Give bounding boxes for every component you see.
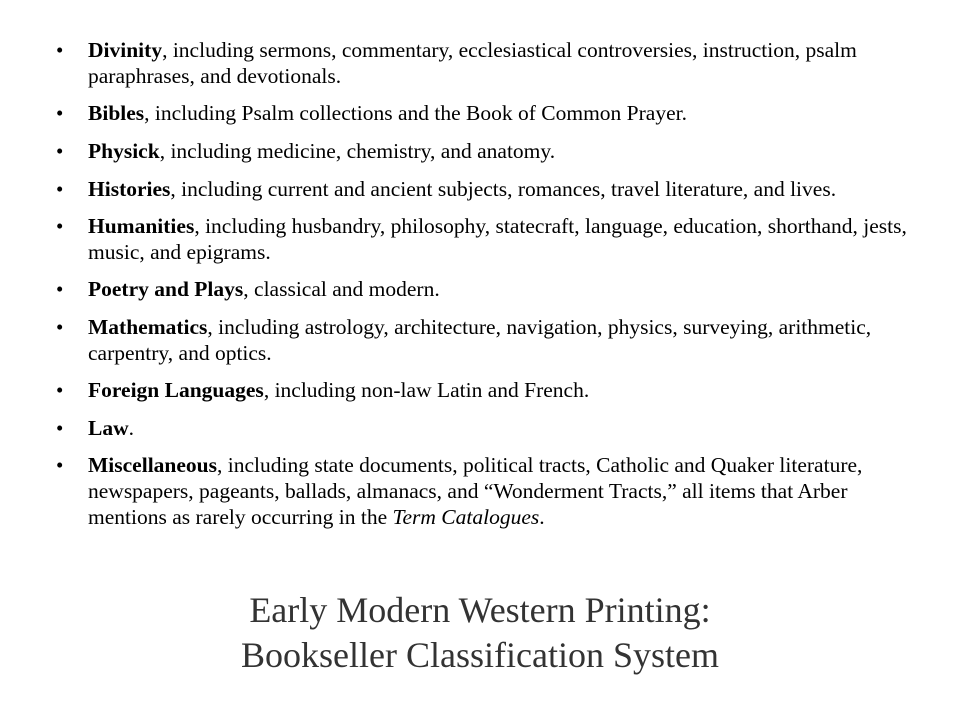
bullet-icon: •: [56, 416, 64, 440]
item-description: , including non-law Latin and French.: [263, 378, 590, 402]
slide-title: [0, 588, 960, 678]
bullet-icon: •: [56, 378, 64, 402]
italic-title: Term Catalogues: [392, 505, 540, 529]
item-description: , including husbandry, philosophy, statecraft, language, education, shorthand, jests, music, and epigrams.: [88, 214, 907, 264]
bullet-icon: •: [56, 177, 64, 201]
item-term: Histories: [88, 177, 171, 201]
bullet-icon: •: [56, 139, 64, 163]
bullet-icon: •: [56, 101, 64, 125]
list-item-bibles: [56, 100, 916, 126]
slide-title-line-2: Bookseller Classification System: [241, 635, 719, 675]
item-term: Humanities: [88, 214, 195, 238]
item-description: , including current and ancient subjects, romances, travel literature, and lives.: [170, 177, 837, 201]
item-term: Mathematics: [88, 315, 208, 339]
list-item-foreign-languages: [56, 377, 916, 403]
list-item-humanities: [56, 213, 916, 265]
list-item-mathematics: [56, 314, 916, 366]
item-term: Poetry and Plays: [88, 277, 244, 301]
list-item-poetry-and-plays: [56, 276, 916, 302]
list-item-divinity: [56, 37, 916, 89]
bullet-icon: •: [56, 38, 64, 62]
bullet-icon: •: [56, 453, 64, 477]
bullet-icon: •: [56, 315, 64, 339]
item-term: Bibles: [88, 101, 145, 125]
item-term: Miscellaneous: [88, 453, 217, 477]
bullet-icon: •: [56, 277, 64, 301]
bullet-icon: •: [56, 214, 64, 238]
list-item-histories: [56, 176, 916, 202]
item-description: , including sermons, commentary, ecclesiastical controversies, instruction, psalm paraphrases, and devotionals.: [88, 38, 857, 88]
item-tail: .: [539, 505, 545, 529]
item-term: Foreign Languages: [88, 378, 264, 402]
item-description: , including state documents, political tracts, Catholic and Quaker literature, newspapers, pageants, ballads, almanacs, and “Wonderment Tracts,” all items that Arber mentions as rarely occurring in the: [88, 453, 863, 529]
item-description: .: [128, 416, 134, 440]
list-item-physick: [56, 138, 916, 164]
item-description: , including Psalm collections and the Book of Common Prayer.: [144, 101, 687, 125]
item-term: Divinity: [88, 38, 163, 62]
item-description: , including astrology, architecture, navigation, physics, surveying, arithmetic, carpentry, and optics.: [88, 315, 872, 365]
slide-title-line-1: Early Modern Western Printing:: [249, 590, 711, 630]
item-term: Law: [88, 416, 129, 440]
list-item-law: [56, 415, 916, 441]
item-term: Physick: [88, 139, 160, 163]
classification-list: [56, 37, 916, 541]
list-item-miscellaneous: [56, 452, 916, 530]
item-description: , including medicine, chemistry, and anatomy.: [159, 139, 556, 163]
item-description: , classical and modern.: [243, 277, 440, 301]
